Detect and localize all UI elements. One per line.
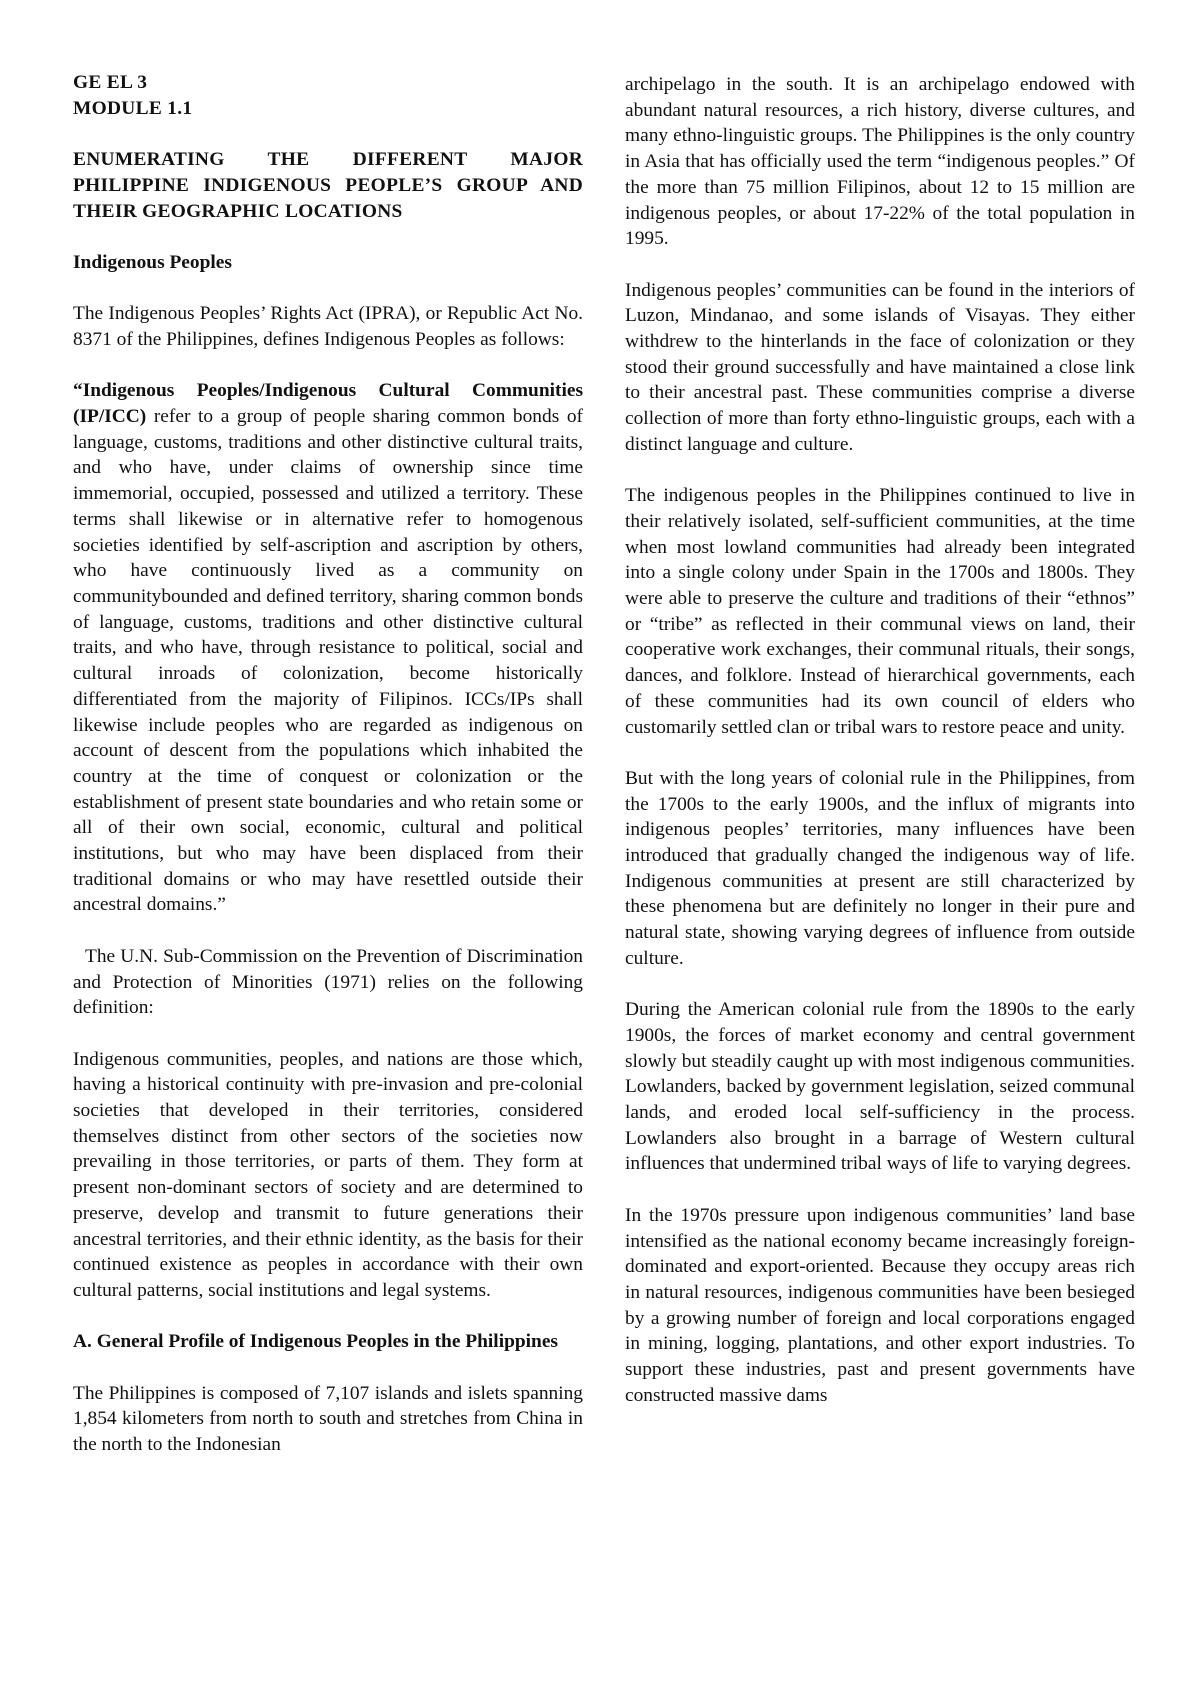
- geography-paragraph-cont: archipelago in the south. It is an archipelago endowed with abundant natural resources, a rich history, diverse cultures, and many ethno-linguistic groups. The Philippines is the only country in Asia that has officially used the term “indigenous peoples.” Of the more than 75 million Filipinos, about 12 to 15 million are indigenous peoples, or about 17-22% of the total population in 1995.: [625, 74, 1135, 250]
- colonial-rule-paragraph: But with the long years of colonial rule in the Philippines, from the 1700s to the early 1900s, and the influx of migrants into indigenous peoples’ territories, many influences have been introduced that gradually changed the indigenous way of life. Indigenous communities at present are still characterized by these phenomena but are definitely no longer in their pure and natural state, showing varying degrees of influence from outside culture.: [625, 767, 1135, 969]
- ipra-intro-paragraph: The Indigenous Peoples’ Rights Act (IPRA), or Republic Act No. 8371 of the Philippines, defines Indigenous Peoples as follows:: [73, 303, 583, 350]
- section-heading: Indigenous Peoples: [73, 251, 232, 273]
- left-column: [73, 70, 583, 1458]
- ipra-definition-term: “Indigenous Peoples/Indigenous Cultural Communities (IP/ICC): [73, 380, 583, 428]
- course-code: GE EL 3: [73, 72, 148, 93]
- main-title: ENUMERATING THE DIFFERENT MAJOR PHILIPPINE INDIGENOUS PEOPLE’S GROUP AND THEIR GEOGRAPHIC LOCATIONS: [73, 149, 583, 222]
- ipra-definition-paragraph: [73, 378, 583, 918]
- un-intro-paragraph: The U.N. Sub-Commission on the Prevention of Discrimination and Protection of Minorities (1971) relies on the following definition:: [73, 945, 583, 1019]
- seventies-pressure-paragraph: In the 1970s pressure upon indigenous communities’ land base intensified as the national economy became increasingly foreign-dominated and export-oriented. Because they occupy areas rich in natural resources, indigenous communities have been besieged by a growing number of foreign and local corporations engaged in mining, logging, plantations, and other export industries. To support these industries, past and present governments have constructed massive dams: [625, 1204, 1135, 1406]
- un-definition-paragraph: Indigenous communities, peoples, and nations are those which, having a historical continuity with pre-invasion and pre-colonial societies that developed in their territories, considered themselves distinct from other sectors of the societies now prevailing in those territories, or parts of them. They form at present non-dominant sectors of society and are determined to preserve, develop and transmit to future generations their ancestral territories, and their ethnic identity, as the basis for their continued existence as peoples in accordance with their own cultural patterns, social institutions and legal systems.: [73, 1048, 583, 1301]
- ipra-definition-text: refer to a group of people sharing common bonds of language, customs, traditions and other distinctive cultural traits, and who have, under claims of ownership since time immemorial, occupied, possessed and utilized a territory. These terms shall likewise or in alternative refer to homogenous societies identified by self-ascription and ascription by others, who have continuously lived as a community on communitybounded and defined territory, sharing common bonds of language, customs, traditions and other distinctive cultural traits, and who have, through resistance to political, social and cultural inroads of colonization, become historically differentiated from the majority of Filipinos. ICCs/IPs shall likewise include peoples who are regarded as indigenous on account of descent from the populations which inhabited the country at the time of conquest or colonization or the establishment of present state boundaries and who retain some or all of their own social, economic, cultural and political institutions, but who may have been displaced from their traditional domains or who may have resettled outside their ancestral domains.”: [73, 406, 583, 916]
- section-a-heading: A. General Profile of Indigenous Peoples in the Philippines: [73, 1331, 558, 1353]
- module-label: MODULE 1.1: [73, 97, 193, 119]
- geography-paragraph-start: The Philippines is composed of 7,107 islands and islets spanning 1,854 kilometers from north to south and stretches from China in the north to the Indonesian: [73, 1382, 583, 1456]
- right-column: [625, 72, 1135, 1408]
- american-rule-paragraph: During the American colonial rule from the 1890s to the early 1900s, the forces of market economy and central government slowly but steadily caught up with most indigenous communities. Lowlanders, backed by government legislation, seized communal lands, and eroded local self-sufficiency in the process. Lowlanders also brought in a barrage of Western cultural influences that undermined tribal ways of life to varying degrees.: [625, 999, 1135, 1175]
- isolated-communities-paragraph: The indigenous peoples in the Philippines continued to live in their relatively isolated, self-sufficient communities, at the time when most lowland communities had already been integrated into a single colony under Spain in the 1700s and 1800s. They were able to preserve the culture and traditions of their “ethnos” or “tribe” as reflected in their communal views on land, their cooperative work exchanges, their communal rituals, their songs, dances, and folklore. Instead of hierarchical governments, each of these communities had its own council of elders who customarily settled clan or tribal wars to restore peace and unity.: [625, 485, 1135, 738]
- communities-location-paragraph: Indigenous peoples’ communities can be found in the interiors of Luzon, Mindanao, and some islands of Visayas. They either withdrew to the hinterlands in the face of colonization or they stood their ground successfully and have maintained a close link to their ancestral past. These communities comprise a diverse collection of more than forty ethno-linguistic groups, each with a distinct language and culture.: [625, 279, 1135, 455]
